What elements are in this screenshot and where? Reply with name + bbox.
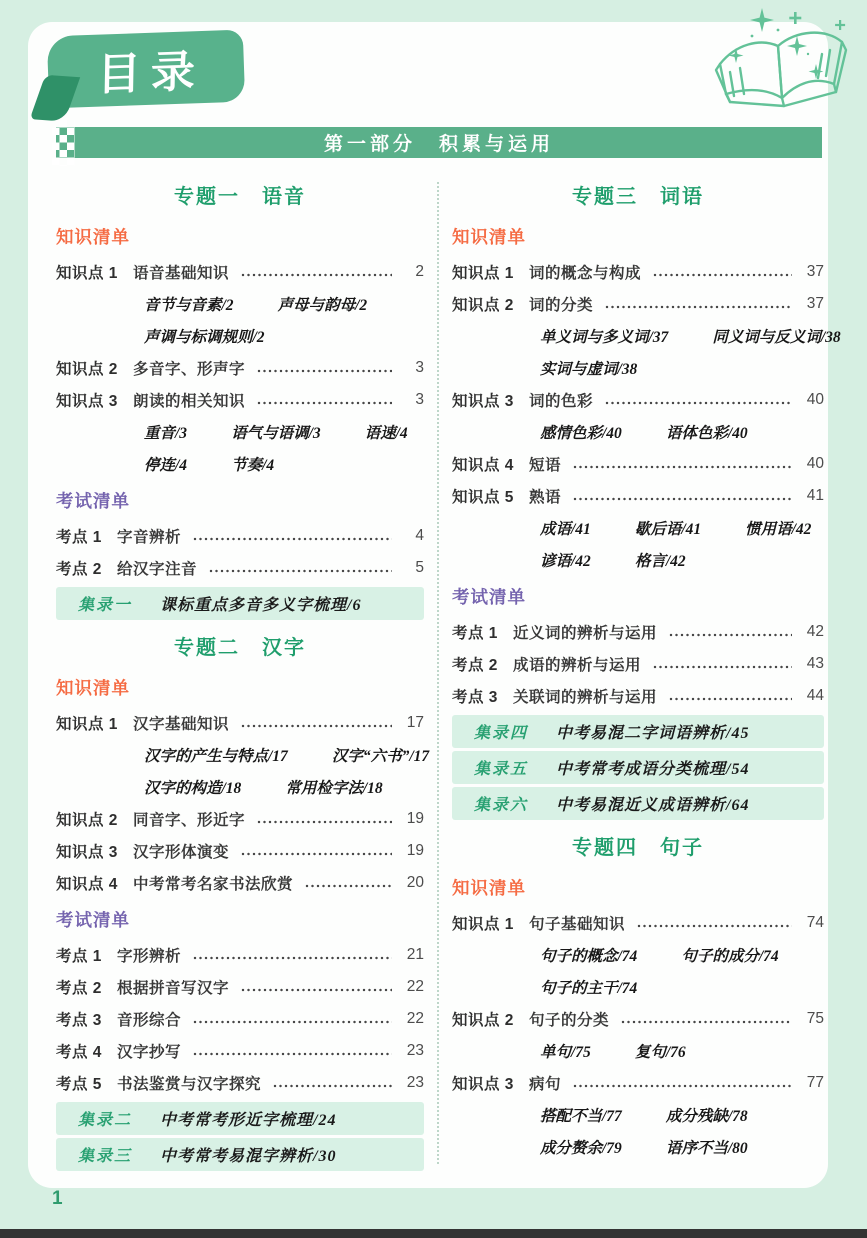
sub-entry-line <box>56 448 424 480</box>
dot-leader <box>605 305 792 309</box>
entry-page-number: 22 <box>406 978 424 995</box>
sub-entry: 语气与语调/3 <box>231 425 321 442</box>
dot-leader <box>669 697 792 701</box>
section-heading: 知识清单 <box>56 677 130 698</box>
entry-page-number: 22 <box>406 1010 424 1027</box>
entry-page-number: 19 <box>406 810 424 827</box>
dot-leader <box>653 273 792 277</box>
sub-entry: 歇后语/41 <box>634 521 702 538</box>
entry-title: 书法鉴赏与汉字探究 <box>116 1076 261 1093</box>
toc-column-left <box>56 172 430 1174</box>
page-title: 目录 <box>96 46 206 100</box>
sub-entry-line <box>56 416 424 448</box>
entry-page-number: 40 <box>806 455 824 472</box>
entry-page-number: 43 <box>806 655 824 672</box>
dot-leader <box>193 956 392 960</box>
column-divider <box>437 182 439 1164</box>
dot-leader <box>257 401 392 405</box>
dot-leader <box>241 988 392 992</box>
dot-leader <box>257 369 392 373</box>
dot-leader <box>273 1084 392 1088</box>
section-heading: 知识清单 <box>452 226 526 247</box>
highlight-title: 中考常考形近字梳理/24 <box>160 1112 337 1129</box>
page-title-ribbon <box>47 30 245 109</box>
page-number-footer: 1 <box>52 1188 63 1209</box>
entry-label: 考点 4 <box>56 1044 102 1061</box>
entry-label: 知识点 1 <box>56 716 118 733</box>
toc-entry <box>56 939 424 971</box>
entry-title: 给汉字注音 <box>116 561 197 578</box>
sub-entry: 同义词与反义词/38 <box>712 329 841 346</box>
highlight-title: 中考易混二字词语辨析/45 <box>556 725 750 742</box>
entry-label: 知识点 1 <box>56 265 118 282</box>
section-heading: 考试清单 <box>452 586 526 607</box>
dot-leader <box>573 465 792 469</box>
sub-entry: 声母与韵母/2 <box>277 297 368 314</box>
entry-title: 朗读的相关知识 <box>132 393 245 410</box>
entry-label: 考点 2 <box>56 561 102 578</box>
entry-page-number: 74 <box>806 914 824 931</box>
toc-entry <box>56 867 424 899</box>
toc-entry <box>56 835 424 867</box>
open-book-icon <box>700 6 860 123</box>
dot-leader <box>621 1020 792 1024</box>
toc-entry <box>56 1003 424 1035</box>
entry-title: 句子的分类 <box>528 1012 609 1029</box>
sub-entry: 汉字的构造/18 <box>144 780 242 797</box>
entry-page-number: 75 <box>806 1010 824 1027</box>
entry-page-number: 3 <box>415 359 424 376</box>
sub-entry: 句子的成分/74 <box>681 948 779 965</box>
entry-title: 病句 <box>528 1076 561 1093</box>
highlight-label: 集录五 <box>474 761 529 778</box>
dot-leader <box>209 569 392 573</box>
sub-entry: 语体色彩/40 <box>665 425 748 442</box>
entry-page-number: 77 <box>806 1074 824 1091</box>
sub-entry: 成分残缺/78 <box>665 1108 748 1125</box>
toc-column-right <box>452 172 841 1163</box>
entry-label: 考点 3 <box>452 689 498 706</box>
entry-label: 知识点 1 <box>452 916 514 933</box>
sub-entry: 重音/3 <box>144 425 188 442</box>
entry-page-number: 3 <box>415 391 424 408</box>
toc-entry <box>452 680 824 712</box>
sub-entry: 成分赘余/79 <box>540 1140 622 1157</box>
entry-page-number: 4 <box>415 527 424 544</box>
sub-entry-line <box>452 939 824 971</box>
highlight-label: 集录一 <box>78 597 133 614</box>
sub-entry: 格言/42 <box>634 553 686 570</box>
toc-entry <box>452 288 824 320</box>
entry-title: 汉字形体演变 <box>132 844 229 861</box>
entry-label: 考点 5 <box>56 1076 102 1093</box>
entry-page-number: 23 <box>406 1074 424 1091</box>
toc-entry <box>56 352 424 384</box>
entry-label: 知识点 2 <box>452 1012 514 1029</box>
toc-entry <box>452 256 824 288</box>
highlight-title: 课标重点多音多义字梳理/6 <box>160 597 362 614</box>
toc-entry <box>452 1003 824 1035</box>
entry-label: 考点 2 <box>452 657 498 674</box>
sub-entry-line <box>56 739 430 771</box>
entry-label: 考点 1 <box>56 948 102 965</box>
toc-entry <box>452 648 824 680</box>
highlight-label: 集录二 <box>78 1112 133 1129</box>
sub-entry: 单义词与多义词/37 <box>540 329 669 346</box>
entry-label: 知识点 2 <box>56 361 118 378</box>
entry-label: 考点 3 <box>56 1012 102 1029</box>
toc-entry <box>452 1067 824 1099</box>
sub-entry-line <box>452 1131 824 1163</box>
sub-entry: 音节与音素/2 <box>144 297 234 314</box>
highlight-label: 集录四 <box>474 725 529 742</box>
entry-label: 知识点 5 <box>452 489 514 506</box>
entry-title: 字音辨析 <box>116 529 181 546</box>
toc-entry <box>452 480 824 512</box>
entry-label: 考点 2 <box>56 980 102 997</box>
section-heading: 知识清单 <box>56 226 130 247</box>
highlight-entry <box>452 787 824 820</box>
highlight-title: 中考常考成语分类梳理/54 <box>556 761 750 778</box>
sub-entry-line <box>56 771 424 803</box>
section-heading: 考试清单 <box>56 490 130 511</box>
dot-leader <box>573 1084 792 1088</box>
section-heading: 知识清单 <box>452 877 526 898</box>
entry-page-number: 42 <box>806 623 824 640</box>
sub-entry-line <box>452 971 824 1003</box>
entry-label: 知识点 2 <box>56 812 118 829</box>
highlight-title: 中考易混近义成语辨析/64 <box>556 797 750 814</box>
toc-entry <box>56 1067 424 1099</box>
entry-title: 词的色彩 <box>528 393 593 410</box>
dot-leader <box>573 497 792 501</box>
dot-leader <box>305 884 392 888</box>
sub-entry: 句子的概念/74 <box>540 948 638 965</box>
checker-decoration <box>52 120 75 166</box>
sub-entry: 节奏/4 <box>231 457 275 474</box>
entry-title: 多音字、形声字 <box>132 361 245 378</box>
toc-entry <box>56 803 424 835</box>
entry-title: 成语的辨析与运用 <box>512 657 641 674</box>
dot-leader <box>241 273 392 277</box>
toc-entry <box>56 971 424 1003</box>
dot-leader <box>669 633 792 637</box>
entry-title: 字形辨析 <box>116 948 181 965</box>
entry-page-number: 23 <box>406 1042 424 1059</box>
entry-title: 汉字抄写 <box>116 1044 181 1061</box>
entry-page-number: 5 <box>415 559 424 576</box>
entry-page-number: 41 <box>806 487 824 504</box>
entry-page-number: 37 <box>806 295 824 312</box>
sub-entry: 常用检字法/18 <box>285 780 383 797</box>
highlight-entry <box>56 1102 424 1135</box>
sub-entry: 句子的主干/74 <box>540 980 638 997</box>
entry-page-number: 44 <box>806 687 824 704</box>
entry-title: 同音字、形近字 <box>132 812 245 829</box>
highlight-label: 集录六 <box>474 797 529 814</box>
dot-leader <box>193 1052 392 1056</box>
entry-page-number: 17 <box>406 714 424 731</box>
sub-entry: 单句/75 <box>540 1044 591 1061</box>
entry-title: 词的概念与构成 <box>528 265 641 282</box>
highlight-entry <box>56 1138 424 1171</box>
entry-page-number: 2 <box>415 263 424 280</box>
topic-heading: 专题二 汉字 <box>174 636 306 659</box>
entry-title: 音形综合 <box>116 1012 181 1029</box>
entry-title: 短语 <box>528 457 561 474</box>
sub-entry: 实词与虚词/38 <box>540 361 638 378</box>
entry-label: 考点 1 <box>452 625 498 642</box>
highlight-entry <box>452 715 824 748</box>
entry-title: 关联词的辨析与运用 <box>512 689 657 706</box>
sub-entry: 感情色彩/40 <box>540 425 622 442</box>
sub-entry: 声调与标调规则/2 <box>144 329 265 346</box>
entry-label: 知识点 4 <box>452 457 514 474</box>
dot-leader <box>605 401 792 405</box>
toc-entry <box>56 707 424 739</box>
entry-label: 知识点 3 <box>452 393 514 410</box>
dot-leader <box>193 537 392 541</box>
section-heading: 考试清单 <box>56 909 130 930</box>
sub-entry: 成语/41 <box>540 521 591 538</box>
topic-heading: 专题四 句子 <box>572 836 704 859</box>
topic-heading: 专题一 语音 <box>174 185 306 208</box>
topic-heading: 专题三 词语 <box>572 185 704 208</box>
sub-entry: 汉字“六书”/17 <box>331 748 430 765</box>
dot-leader <box>257 820 392 824</box>
entry-page-number: 20 <box>406 874 424 891</box>
dot-leader <box>637 924 792 928</box>
sub-entry: 搭配不当/77 <box>540 1108 622 1125</box>
entry-title: 熟语 <box>528 489 561 506</box>
toc-entry <box>452 384 824 416</box>
sub-entry-line <box>452 1035 824 1067</box>
sub-entry-line <box>56 320 424 352</box>
sub-entry-line <box>452 320 841 352</box>
sub-entry-line <box>452 512 824 544</box>
entry-label: 知识点 3 <box>56 844 118 861</box>
entry-title: 根据拼音写汉字 <box>116 980 229 997</box>
sub-entry-line <box>452 1099 824 1131</box>
dot-leader <box>653 665 792 669</box>
sub-entry: 停连/4 <box>144 457 188 474</box>
highlight-entry <box>452 751 824 784</box>
sub-entry: 谚语/42 <box>540 553 591 570</box>
entry-label: 知识点 2 <box>452 297 514 314</box>
sub-entry-line <box>452 544 824 576</box>
sub-entry-line <box>56 288 424 320</box>
entry-title: 近义词的辨析与运用 <box>512 625 657 642</box>
sub-entry-line <box>452 352 824 384</box>
toc-entry <box>452 448 824 480</box>
sub-entry: 汉字的产生与特点/17 <box>144 748 288 765</box>
entry-title: 语音基础知识 <box>132 265 229 282</box>
scan-edge <box>0 1229 867 1238</box>
entry-label: 知识点 1 <box>452 265 514 282</box>
entry-title: 中考常考名家书法欣赏 <box>132 876 293 893</box>
entry-page-number: 37 <box>806 263 824 280</box>
dot-leader <box>241 852 392 856</box>
entry-title: 汉字基础知识 <box>132 716 229 733</box>
entry-page-number: 40 <box>806 391 824 408</box>
toc-entry <box>56 552 424 584</box>
highlight-label: 集录三 <box>78 1148 133 1165</box>
toc-entry <box>56 384 424 416</box>
toc-entry <box>56 1035 424 1067</box>
sub-entry: 语序不当/80 <box>665 1140 748 1157</box>
highlight-entry <box>56 587 424 620</box>
entry-label: 知识点 3 <box>56 393 118 410</box>
toc-entry <box>56 256 424 288</box>
sub-entry: 复句/76 <box>634 1044 686 1061</box>
entry-title: 词的分类 <box>528 297 593 314</box>
sub-entry: 惯用语/42 <box>745 521 812 538</box>
sub-entry-line <box>452 416 824 448</box>
toc-entry <box>452 907 824 939</box>
entry-page-number: 19 <box>406 842 424 859</box>
entry-label: 知识点 4 <box>56 876 118 893</box>
entry-title: 句子基础知识 <box>528 916 625 933</box>
entry-label: 知识点 3 <box>452 1076 514 1093</box>
entry-page-number: 21 <box>406 946 424 963</box>
toc-entry <box>452 616 824 648</box>
part-banner: 第一部分 积累与运用 <box>56 127 822 158</box>
dot-leader <box>193 1020 392 1024</box>
dot-leader <box>241 724 392 728</box>
toc-entry <box>56 520 424 552</box>
sub-entry: 语速/4 <box>364 425 408 442</box>
entry-label: 考点 1 <box>56 529 102 546</box>
highlight-title: 中考常考易混字辨析/30 <box>160 1148 337 1165</box>
